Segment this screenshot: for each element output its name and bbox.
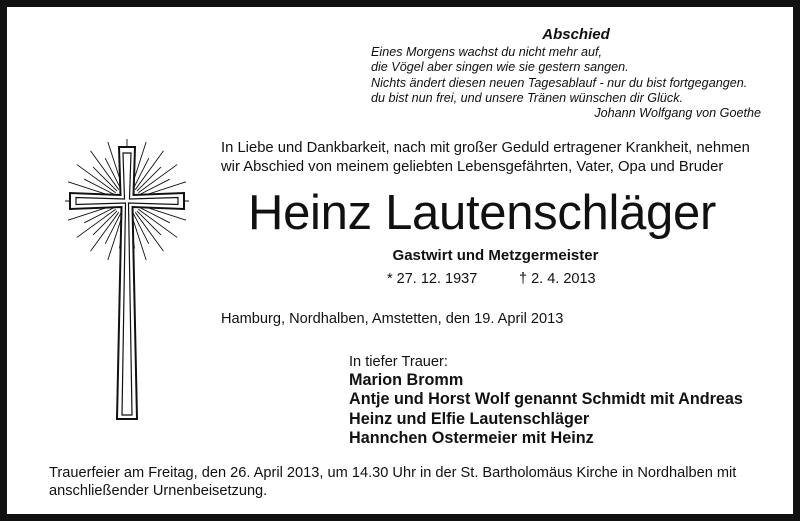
death-date: † 2. 4. 2013 [519, 271, 596, 287]
deceased-name: Heinz Lautenschläger [248, 186, 716, 240]
mourners-block [349, 353, 743, 448]
radiant-cross-icon [57, 133, 197, 433]
funeral-line: Trauerfeier am Freitag, den 26. April 2013, um 14.30 Uhr in der St. Bartholomäus Kirche in Nordhalben mit [49, 465, 737, 481]
mourner-name: Antje und Horst Wolf genannt Schmidt mit Andreas [349, 390, 743, 409]
cross-ray [138, 165, 177, 193]
birth-date: * 27. 12. 1937 [387, 271, 478, 287]
poem-title: Abschied [542, 26, 610, 43]
cross-ray [91, 212, 119, 251]
mourner-name: Hannchen Ostermeier mit Heinz [349, 428, 594, 447]
poem-line: Eines Morgens wachst du nicht mehr auf, [371, 45, 602, 60]
cross-ray [91, 151, 119, 190]
poem-block [371, 27, 771, 121]
place-date: Hamburg, Nordhalben, Amstetten, den 19. April 2013 [221, 311, 564, 327]
funeral-line: anschließender Urnenbeisetzung. [49, 483, 268, 499]
mourner-name: Heinz und Elfie Lautenschläger [349, 409, 590, 428]
cross-ray [77, 165, 116, 193]
poem-line: du bist nun frei, und unsere Tränen wünschen dir Glück. [371, 90, 683, 105]
poem-line: die Vögel aber singen wie sie gestern sangen. [371, 60, 629, 75]
intro-line: In Liebe und Dankbarkeit, nach mit großer Geduld ertragener Krankheit, nehmen [221, 140, 750, 156]
cross-ray [138, 209, 177, 237]
deceased-profession: Gastwirt und Metzgermeister [392, 247, 599, 264]
intro-line: wir Abschied von meinem geliebten Lebensgefährten, Vater, Opa und Bruder [221, 159, 724, 175]
intro-text [221, 139, 781, 177]
mourner-name: Marion Bromm [349, 371, 464, 389]
mourners-intro: In tiefer Trauer: [349, 354, 448, 370]
poem-line: Nichts ändert diesen neuen Tagesablauf - nur du bist fortgegangen. [371, 75, 748, 90]
poem-author: Johann Wolfgang von Goethe [594, 106, 761, 121]
cross-ray [77, 209, 116, 237]
cross-ray [135, 212, 163, 251]
cross-ray [135, 151, 163, 190]
funeral-info [49, 464, 775, 500]
